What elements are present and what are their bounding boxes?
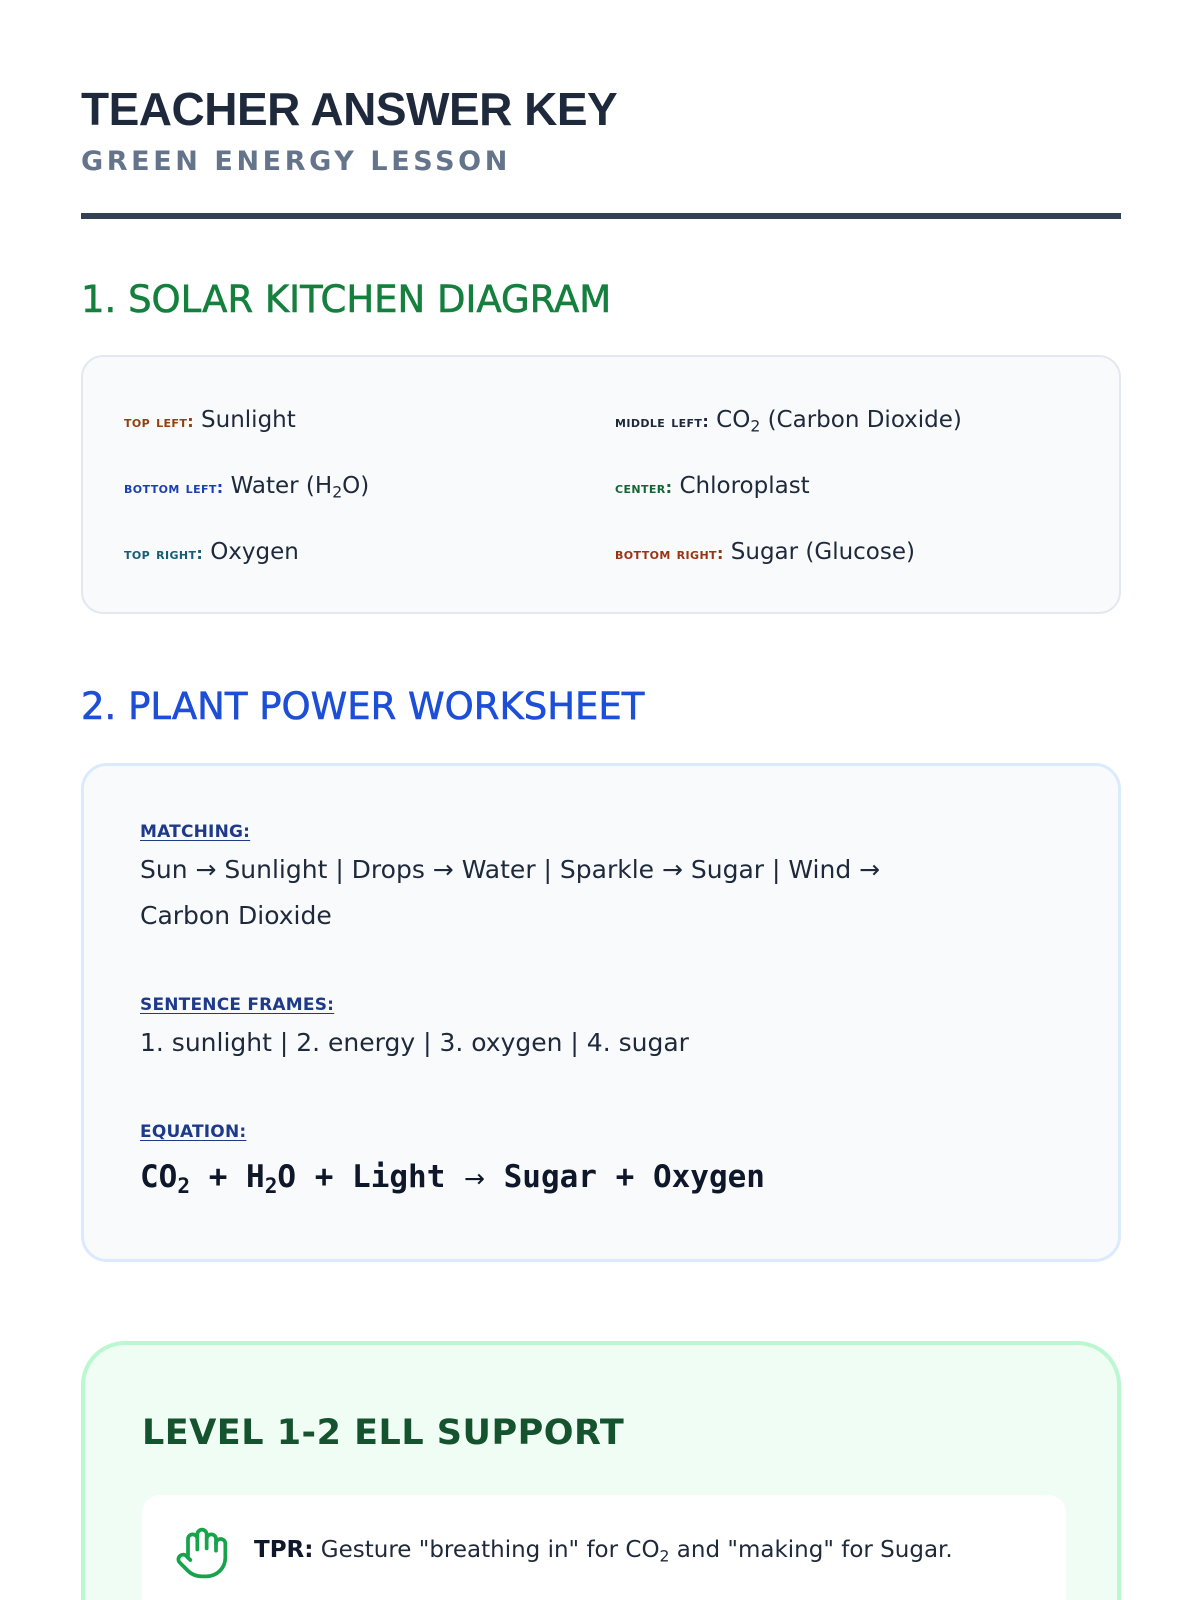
arrow-icon: → — [464, 1164, 485, 1193]
answer-label: center: — [615, 478, 673, 497]
sentence-frames-answers: 1. sunlight | 2. energy | 3. oxygen | 4. sugar — [140, 1028, 689, 1057]
answer-value: Sunlight — [201, 407, 296, 433]
page-subtitle: GREEN ENERGY LESSON — [81, 146, 511, 177]
solar-kitchen-card — [81, 355, 1121, 614]
section-heading-solar-kitchen: 1. SOLAR KITCHEN DIAGRAM — [81, 278, 612, 321]
section-heading-plant-power: 2. PLANT POWER WORKSHEET — [81, 685, 645, 728]
diagram-answer-top-left — [124, 409, 296, 432]
answer-value: Water $(H_2O)$ — [230, 473, 370, 502]
answer-value: Sugar (Glucose) — [730, 539, 915, 565]
answer-label: bottom left: — [124, 478, 224, 497]
matching-answers-line-2: Carbon Dioxide — [140, 901, 332, 930]
tpr-text: TPR: Gesture "breathing in" for $CO_2$ and "making" for Sugar. — [254, 1537, 953, 1566]
tpr-tip — [142, 1495, 1066, 1600]
page-title: TEACHER ANSWER KEY — [81, 83, 618, 135]
answer-value: Chloroplast — [679, 473, 810, 499]
ell-support-title: LEVEL 1-2 ELL SUPPORT — [142, 1413, 625, 1453]
diagram-answer-middle-left — [615, 407, 962, 436]
equation-label: EQUATION: — [140, 1122, 247, 1142]
diagram-answer-bottom-right — [615, 541, 915, 564]
answer-label: top left: — [124, 412, 195, 431]
sentence-frames-label: SENTENCE FRAMES: — [140, 995, 335, 1015]
title-divider — [81, 213, 1121, 219]
diagram-answer-top-right — [124, 541, 299, 564]
matching-answers-line-1: Sun → Sunlight | Drops → Water | Sparkle → Sugar | Wind → — [140, 855, 881, 884]
photosynthesis-equation: $CO_2 + H_2O$ + Light → Sugar + Oxygen — [140, 1159, 765, 1198]
answer-label: bottom right: — [615, 544, 724, 563]
ell-support-card — [81, 1341, 1121, 1600]
hand-icon — [174, 1525, 230, 1581]
diagram-answer-bottom-left — [124, 473, 370, 502]
answer-value: $CO_2$ (Carbon Dioxide) — [716, 407, 962, 436]
answer-label: top right: — [124, 544, 204, 563]
answer-label: middle left: — [615, 412, 710, 431]
diagram-answer-center — [615, 475, 810, 498]
answer-value: Oxygen — [210, 539, 299, 565]
plant-power-card — [81, 763, 1121, 1262]
matching-label: MATCHING: — [140, 822, 251, 842]
